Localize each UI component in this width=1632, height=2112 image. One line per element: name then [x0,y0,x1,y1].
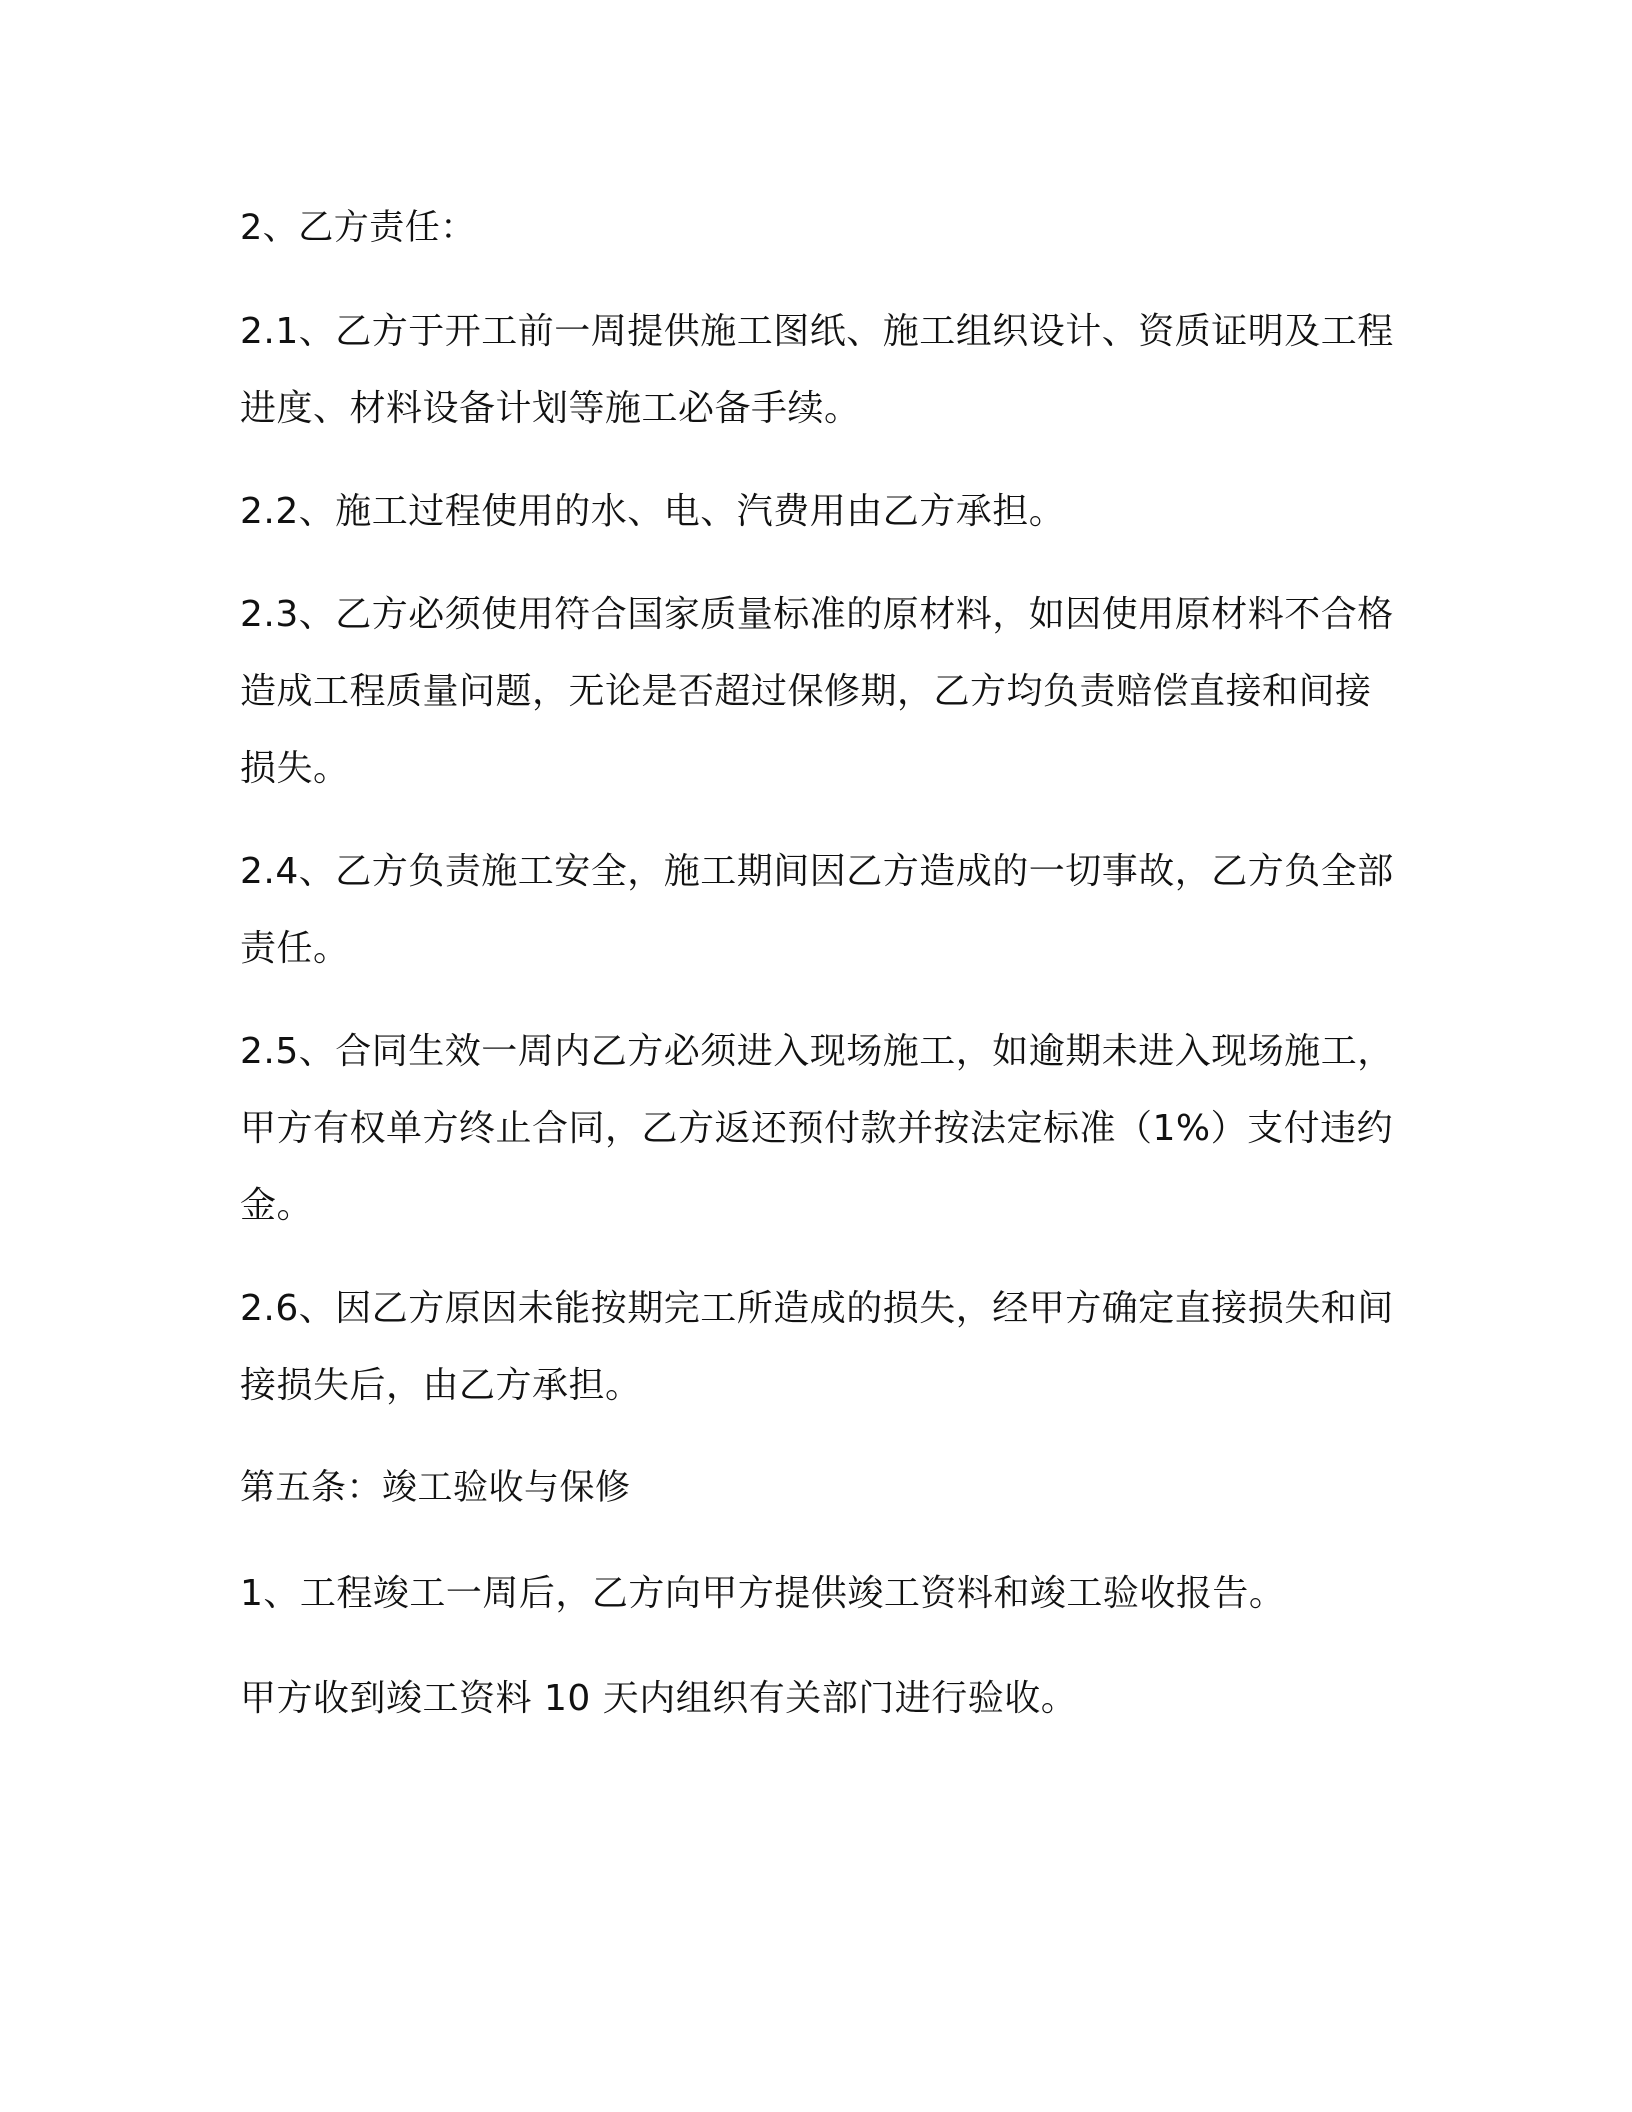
clause-2-2: 2.2、施工过程使用的水、电、汽费用由乙方承担。 [240,491,1066,532]
article-5-title: 第五条：竣工验收与保修 [240,1468,631,1508]
article-5-clause-1: 1、工程竣工一周后，乙方向甲方提供竣工资料和竣工验收报告。 [240,1573,1286,1614]
article-5-clause-2: 甲方收到竣工资料 10 天内组织有关部门进行验收。 [240,1678,1078,1719]
clause-2-4: 2.4、乙方负责施工安全，施工期间因乙方造成的一切事故，乙方负全部责任。 [240,851,1394,969]
clause-2-3: 2.3、乙方必须使用符合国家质量标准的原材料，如因使用原材料不合格造成工程质量问题，无论是否超过保修期，乙方均负责赔偿直接和间接损失。 [240,594,1394,789]
clause-2-1: 2.1、乙方于开工前一周提供施工图纸、施工组织设计、资质证明及工程进度、材料设备计划等施工必备手续。 [240,311,1394,429]
clause-2-5: 2.5、合同生效一周内乙方必须进入现场施工，如逾期未进入现场施工，甲方有权单方终止合同，乙方返还预付款并按法定标准（1%）支付违约金。 [240,1031,1394,1226]
clause-2-6: 2.6、因乙方原因未能按期完工所造成的损失，经甲方确定直接损失和间接损失后，由乙方承担。 [240,1288,1394,1406]
section-2-title: 2、乙方责任： [240,208,476,248]
document-body [240,190,1400,1737]
